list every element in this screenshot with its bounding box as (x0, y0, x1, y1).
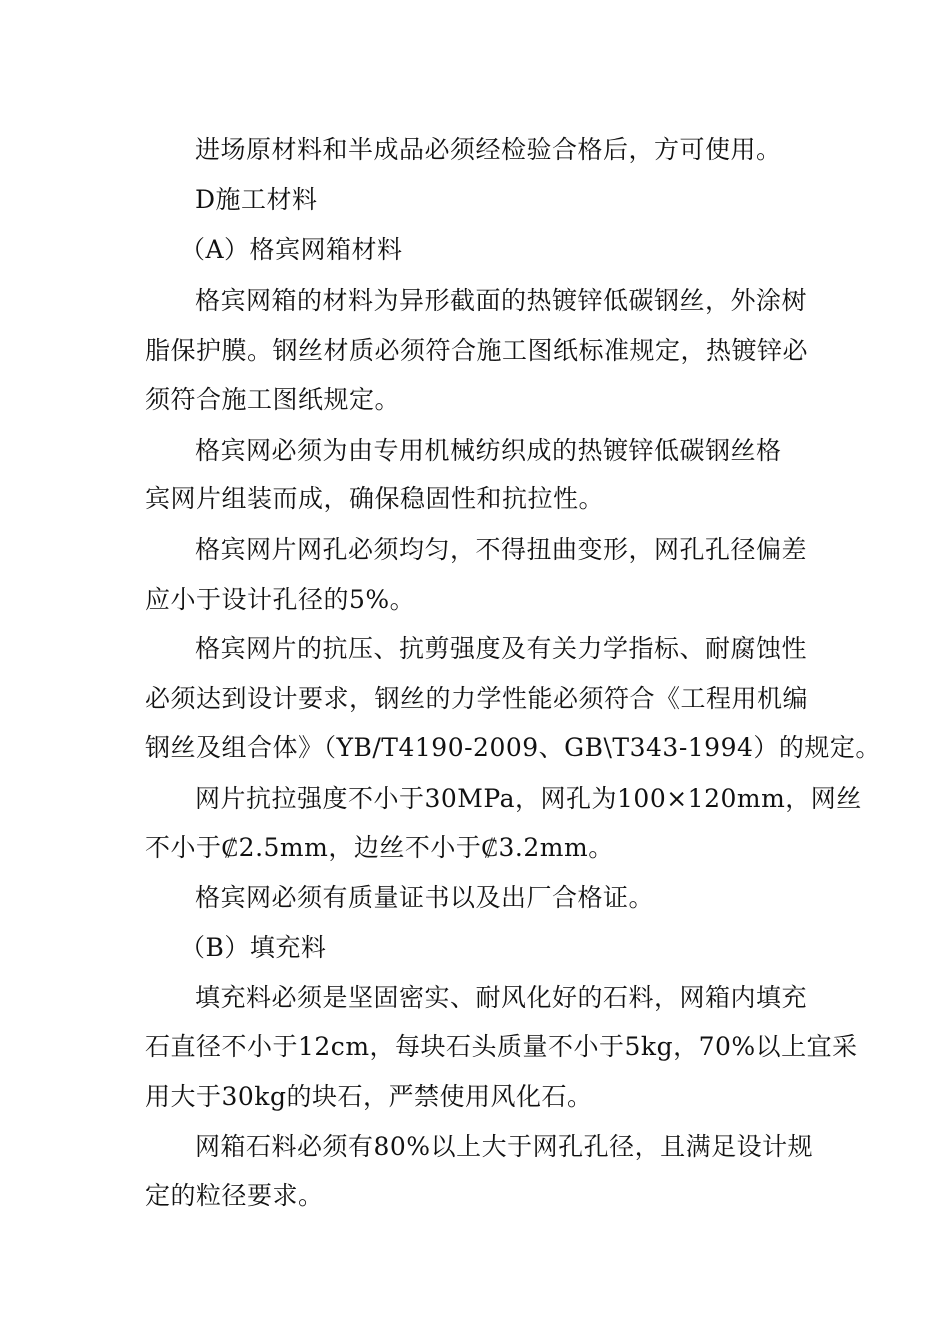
text-line: 网箱石料必须有80%以上大于网孔孔径，且满足设计规 (195, 1132, 814, 1161)
text-line: 宾网片组装而成，确保稳固性和抗拉性。 (145, 484, 605, 513)
text-line: 网片抗拉强度不小于30MPa，网孔为100×120mm，网丝 (195, 784, 862, 813)
text-line: 定的粒径要求。 (145, 1181, 324, 1210)
text-line: 格宾网箱的材料为异形截面的热镀锌低碳钢丝，外涂树 (195, 286, 808, 315)
text-line: 不小于₡2.5mm，边丝不小于₡3.2mm。 (145, 833, 614, 862)
text-line: 应小于设计孔径的5%。 (145, 585, 416, 614)
text-line: 格宾网必须为由专用机械纺织成的热镀锌低碳钢丝格 (195, 436, 782, 465)
subsection-heading: （B）填充料 (180, 933, 327, 962)
text-line: 石直径不小于12cm，每块石头质量不小于5kg，70%以上宜采 (145, 1032, 858, 1061)
text-line: 进场原材料和半成品必须经检验合格后，方可使用。 (195, 135, 782, 164)
subsection-heading: （A）格宾网箱材料 (180, 235, 403, 264)
text-line: 脂保护膜。钢丝材质必须符合施工图纸标准规定，热镀锌必 (145, 336, 809, 365)
text-line: 填充料必须是坚固密实、耐风化好的石料，网箱内填充 (195, 983, 808, 1012)
text-line: 用大于30kg的块石，严禁使用风化石。 (145, 1082, 593, 1111)
text-line: 格宾网片的抗压、抗剪强度及有关力学指标、耐腐蚀性 (195, 634, 808, 663)
text-line: 须符合施工图纸规定。 (145, 385, 401, 414)
section-heading: D施工材料 (195, 185, 318, 214)
text-line: 必须达到设计要求，钢丝的力学性能必须符合《工程用机编 (145, 684, 809, 713)
text-line: 格宾网片网孔必须均匀，不得扭曲变形，网孔孔径偏差 (195, 535, 808, 564)
text-line: 钢丝及组合体》（YB/T4190-2009、GB\T343-1994）的规定。 (145, 733, 881, 762)
text-line: 格宾网必须有质量证书以及出厂合格证。 (195, 883, 655, 912)
